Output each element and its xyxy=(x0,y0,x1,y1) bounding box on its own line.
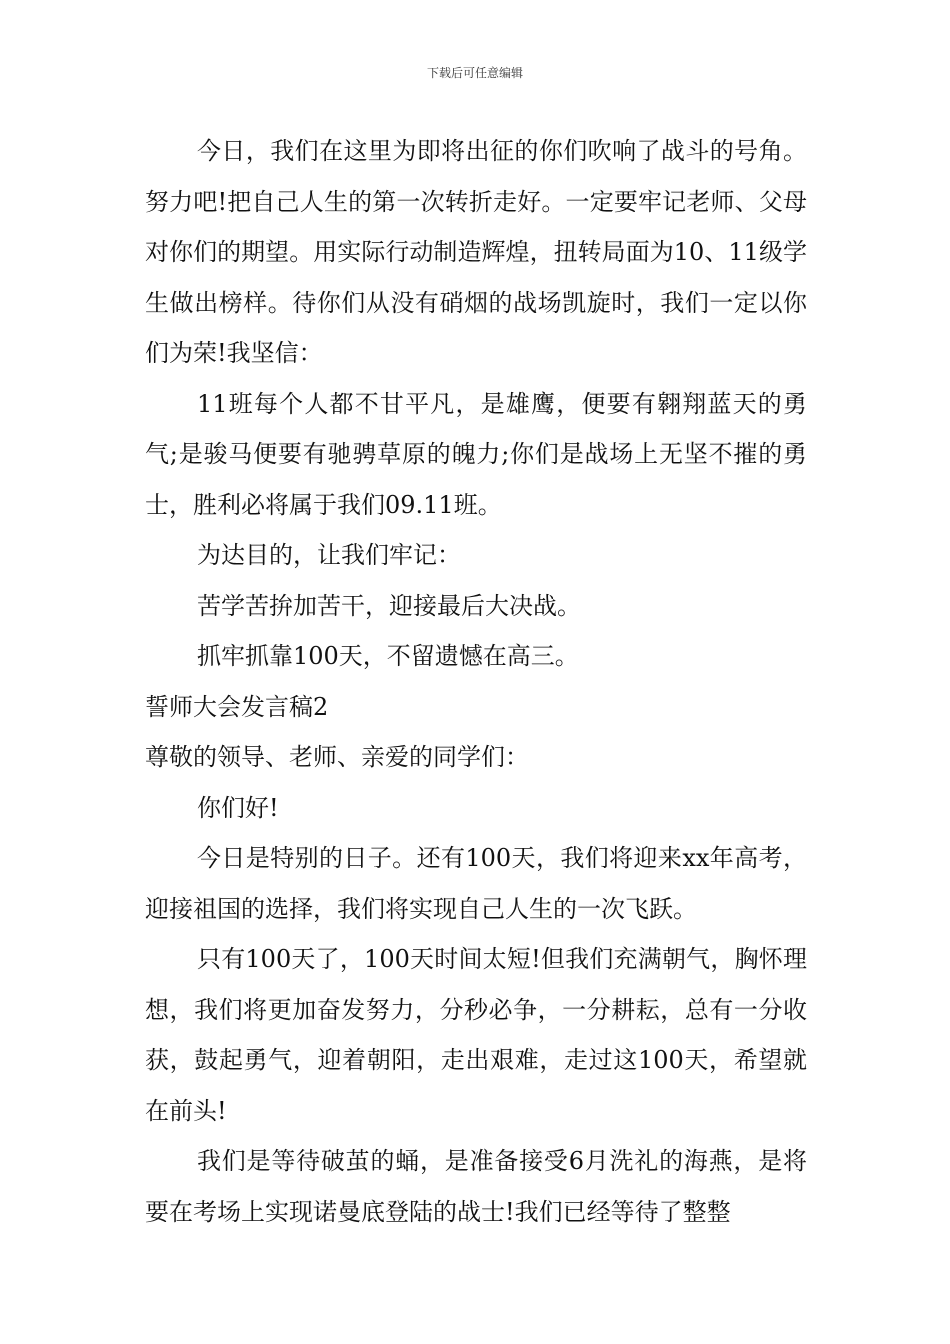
section-title: 誓师大会发言稿2 xyxy=(145,692,329,721)
paragraph-8: 我们是等待破茧的蛹，是准备接受6月洗礼的海燕，是将要在考场上实现诺曼底登陆的战士!我们已经等待了整整 xyxy=(145,1147,807,1226)
paragraph-4: 苦学苦拚加苦干，迎接最后大决战。 xyxy=(197,591,581,620)
paragraph-2: 11班每个人都不甘平凡，是雄鹰，便要有翱翔蓝天的勇气;是骏马便要有驰骋草原的魄力;你们是战场上无坚不摧的勇士，胜利必将属于我们09.11班。 xyxy=(145,389,807,519)
paragraph-5: 抓牢抓靠100天，不留遗憾在高三。 xyxy=(197,642,579,670)
paragraph-1: 今日，我们在这里为即将出征的你们吹响了战斗的号角。努力吧!把自己人生的第一次转折走好。一定要牢记老师、父母对你们的期望。用实际行动制造辉煌，扭转局面为10、11级学生做出榜样。待你们从没有硝烟的战场凯旋时，我们一定以你们为荣!我坚信： xyxy=(145,137,807,367)
document-body xyxy=(145,126,807,1237)
page-header: 下载后可任意编辑 xyxy=(426,66,523,80)
paragraph-3: 为达目的，让我们牢记： xyxy=(197,541,461,569)
salutation: 尊敬的领导、老师、亲爱的同学们： xyxy=(145,743,529,771)
paragraph-6: 今日是特别的日子。还有100天，我们将迎来xx年高考，迎接祖国的选择，我们将实现自己人生的一次飞跃。 xyxy=(145,844,807,923)
greeting: 你们好! xyxy=(197,793,279,822)
paragraph-7: 只有100天了，100天时间太短!但我们充满朝气，胸怀理想，我们将更加奋发努力，分秒必争，一分耕耘，总有一分收获，鼓起勇气，迎着朝阳，走出艰难，走过这100天，希望就在前头! xyxy=(145,945,807,1125)
